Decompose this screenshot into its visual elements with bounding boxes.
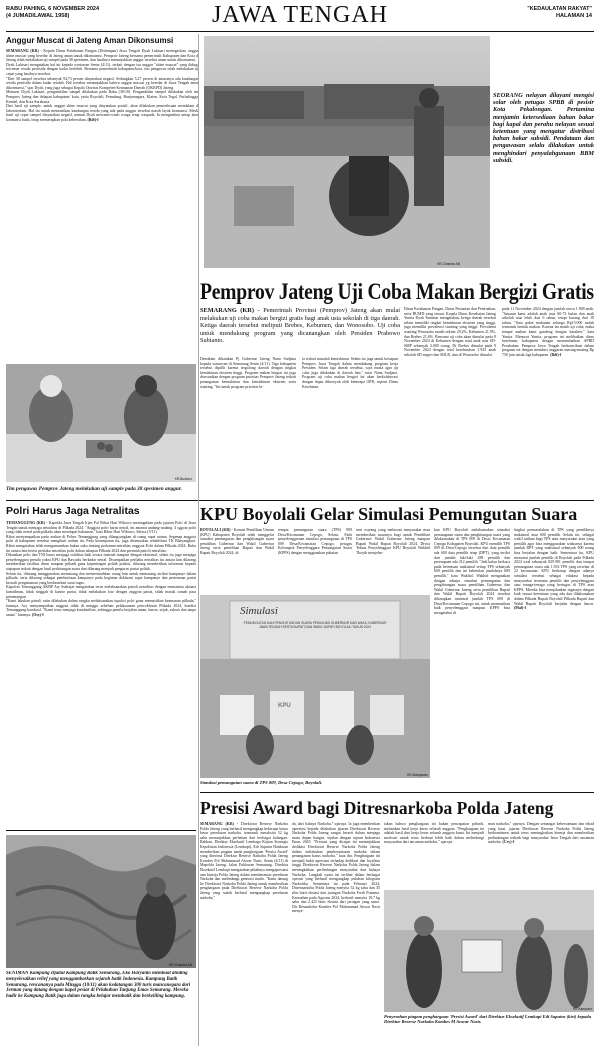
mbg-lead: SEMARANG (KR) - bbox=[200, 307, 260, 314]
presisi-photo-caption: Penyerahan piagam penghargaan 'Presisi Award' dari Direktur Eksekutif Lemkapi Edi Saputra (kiri) kepada Direktur Reserse Narkoba Kombes M Anwar Nasir. bbox=[384, 1014, 591, 1025]
polri-lead: TEMANGGUNG (KR) - bbox=[6, 521, 48, 525]
date-line: RABU PAHING, 6 NOVEMBER 2024 bbox=[6, 6, 100, 12]
fuel-boat-image bbox=[204, 36, 490, 268]
col-rule-left bbox=[198, 34, 199, 1046]
mbg-col2: ta terkait masalah kemiskinan. Selain itu juga untuk kesiapan Pemprov Jawa Tengah dalam mendukung program kerja Presiden. Selain tiga daerah tersebut, saya minta agar uji coba juga dilakukan di daerah lain," tutur Nana Sudjana. Program uji coba makan bergizi ini akan berkolaborasi dengan dapat dikeroyok oleh beberapa OPD, seperti Dinas Kesehatan, bbox=[302, 357, 398, 389]
paper-name: "KEDAULATAN RAKYAT" bbox=[527, 6, 592, 12]
polri-title: Polri Harus Jaga Netralitas bbox=[6, 505, 140, 517]
kpu-banner-sub: PEMUNGUTAN DAN PENGHITUNGAN SUARA PEMILIHAN GUBERNUR DAN WAKIL GUBERNUR JAWA TENGAH SERTA BUPATI DAN WAKIL BUPATI BOYOLALI TAHUN 2024 bbox=[243, 621, 387, 629]
photo-presisi-award bbox=[384, 890, 594, 1012]
anggur-p5: Dari hasil uji sample, untuk anggur shine muscat yang dinyatakan positif, akan dilakukan pemeriksaan mendalam di laboratorium. Hal itu untuk memastikan kandungan residu yang ada pada anggur tersebut masih layak konsumsi. Meski hasil uji cepat sampel dinyatakan negatif, namun Dyah mewanti-wanti warga tetap waspada. Ia mengimbau setiap akan konsumsi buah, tetap memerapkan pola kebersihan. bbox=[6, 104, 199, 122]
presisi-col1 bbox=[200, 822, 288, 1044]
kpu-title: KPU Boyolali Gelar Simulasi Pemungutan Suara bbox=[200, 504, 578, 524]
anggur-p3: "Dari 38 sampel tersebut sebanyak 94,73 persen dinyatakan negatif. Sedangkan 5,27 persen di antaranya ada kandungan residu pestisida dalam kadar rendah. Hal tersebut menunjukkan bahwa anggur muscat yg beredar di Jawa Tengah aman dikonsumsi," ujar Dyah, yang juga sebagai Kepala Otoritas Kompeten Keamanan Daerah (OKKPD) Jateng. bbox=[6, 76, 199, 90]
photo-kpu-simulation bbox=[200, 595, 430, 778]
mbg-lead-block bbox=[200, 307, 400, 355]
kpu-col2: tempat pemungutan suara (TPS) 009 Desa/Kecamatan Cepogo, Selasa. Pada penyelenggaraan simulasi pemungutan di TPS 009 Desa/Kecamatan Cepogo, petugas Kelompok Penyelenggara Pemungutan Suara (KPPS) dengan menggunakan pakaian bbox=[278, 528, 352, 555]
grapes-caption: Tim pengawas Pemprov Jateng melakukan uji sample pada 38 spesimen anggur. bbox=[6, 486, 182, 492]
kpu-col1 bbox=[200, 528, 274, 592]
rule-mid bbox=[6, 500, 594, 501]
presisi-col3: takan bahwa penghargaan ini bukan pencapaian pribadi, melainkan hasil kerja keras seluruh anggota. "Penghargaan ini adalah hasil dari kerja keras seluruh anggota kami. Ini menjadi motivasi untuk terus berbuat lebih baik dalam melindungi masyarakat dari ancaman narkoba," ujarnya. bbox=[384, 822, 484, 845]
kpu-box-label: KPU bbox=[278, 703, 291, 709]
kpu-banner-title: Simulasi bbox=[240, 605, 278, 617]
mbg-col3: Dinas Ketahanan Pangan, Dinas Pertanian dan Peternakan, serta BUMD yang sesuai. Kepala Dinas Kesehatan Jateng Yunita Dyah Suminar mengatakan, ketiga daerah tersebut selain memiliki tingkat kemiskinan ekstrem yang tinggi, juga memiliki prevalensi stunting yang tinggi. Prevalensi stunting Wonosobo masih sekitar 29,2%, Kebumen 21,9%, dan Brebes 21,6%. Rencana uji coba akan dimulai pada 8 November 2024 di Kebumen dengan total anak usia SD-SMP sebanyak 2.000 orang. Di Brebes dimulai pada 9 November 2024 dengan total keseluruhan 1.932 anak sekolah SD negeri dan SDLB, dan di Wonosobo dimulai bbox=[404, 307, 496, 357]
kpu-col5 bbox=[514, 528, 594, 792]
rule-lower bbox=[200, 792, 594, 793]
fuel-boat-credit: KR-Chandra AN bbox=[437, 262, 460, 266]
page-number: HALAMAN 14 bbox=[555, 13, 592, 19]
presisi-col4 bbox=[488, 822, 594, 888]
kpu-col5-text: tingkat permasalahan di TPS yang pemilihnya maksimal atau 600 pemilih. Selain itu, sebagai wakil tatihan bagi TPS atau masyarakat atau yang pemilih agar bisa menggunakan waktunya karena jumlah DPT yang maksimal sebanyak 600 orang bisa berjalan dengan baik. Sementara itu, KPU mencatat jumlah pemilih di Boyolali pada Pilkada 2024 total sebanyak 829.981 pemilih dan tempat pemungutan suara ada 1.592 TPS yang tersebar di 22 kecamatan. KPU berharap dengan adanya simulasi tersebut sebagai edukasi kepada masyarakat terutama pemilih dan penyelenggara atau tenaga-tenaga yang bertugas di TPS atau KPPS. Mereka bisa menjalankan tugasnya dengan baik sesuai ketentuan yang ada dan dilaksanakan dalam Pilkada Bupati Boyolali Pilkada Bupati dan Wakil Bupati Boyolali berjalan dengan lancar. bbox=[514, 528, 594, 606]
kpu-sign: (Mal)-f bbox=[514, 606, 526, 611]
masthead bbox=[0, 0, 600, 32]
anggur-title: Anggur Muscat di Jateng Aman Dikonsumsi bbox=[6, 36, 174, 45]
presisi-award-image bbox=[384, 890, 594, 1012]
kpu-photo-caption: Simulasi pemungutan suara di TPS 009, Desa Cepogo, Boyolali. bbox=[200, 780, 323, 785]
anggur-p2: Dyah Lukisari mengatakan hal ini kepada wartawan Senin (4/11), terkait dengan isu anggur "shine muscat" yang diduga tercemar residu pestisida dengan kadar berlebih. Bersama pemerintah kabupaten/kota, tim pengawas telah melakukan uji cepat yang hasilnya tersebut. bbox=[6, 62, 199, 76]
mbg-title-box bbox=[200, 279, 594, 305]
polri-p5: Kapolres Temanggung AKBP Ary Sudrajat mengatakan terus melaksanakan patroli netralitas dengan memantau aktuasi kamtibmas, tidak singgah di kantor partai, tidak melakukan foto dengan anggota partai, tidak masuk rumah para pemenangan. bbox=[6, 585, 196, 599]
polri-p3: Dikatakan polri dan TNI harus menjaga soliditas baik secara internal maupun dengan eksternal, selain itu juga menjaga penyelenggara pemilu yakni KPU dan Bawaslu berkadar netral. Disampaikan perilaku netralitas itu antara lain dilarang memberikan fasilitas dinas maupun pribadi guna kepentingan politik praktis, dilarang memberikan informasi kepada siapapun terkait dengan hasil perhitungan suara dan dilarang menjadi pengurus partai politik. bbox=[6, 553, 196, 571]
polri-p1: Kapolda Jawa Tengah Irjen Pol Ribut Hari Wibowo meningatkan pada jajaran Polri di Jawa Tengah untuk menjaga netralitas di Pilkada 2024. "Anggota polri harus netral, ini amanat undang-undang. 4 sggota polri yang tidak netral pada pilkada akan mendapat hukuman," kata Ribut Hari Wibowo, Selasa (5/11). bbox=[6, 521, 196, 535]
polri-p2: Ribut menyampaikan pada arahan di Polres Temanggung yang dilangsungkan di ruang rapat utama. Segenap anggota polri di kabupaten tersebut mengikuti arahan itu. Pada kesempatan itu, juga dirumuskan rehabilitasi TK Bhayangkari. Ribut mengatakan telah mengumumkan bukan saku tentang pedoman netralitas anggota Polri dalam Pilkada 2024. Buku itu antara lain berisi perilaku netralitas polri dalam tahapan Pilkada 2024 dan perintah patroli netralitas. bbox=[6, 534, 196, 553]
polri-title-box bbox=[6, 504, 196, 518]
photo-fuel-boat bbox=[204, 36, 490, 268]
presisi-sign: (Cry)-f bbox=[502, 840, 515, 845]
anggur-p1: Kepala Dinas Ketahanan Pangan (Dishanpan) Jawa Tengah Dyah Lukisari menegaskan, anggur shine muscat yang beredar di Jateng aman untuk dikonsumsi. Pemprov Jateng bersama pemerintah Kabupaten dan Kota di Jateng telah melakukan uji sampel pada 38 spesimen, dan hasilnya menunjukkan anggur tersebut aman untuk dikonsumsi. bbox=[6, 49, 199, 63]
kpu-col4: kan KPU Boyolali melaksanakan simulasi pemungutan suara dan penghitungan suara yang dilaksanakan di TPS 009 di Desa/ Kecamatan Cepogo Kabupaten Boyolali. KPU memilih TPS 009 di Desa/Cepogo tersebut dari data pemilih ada 600 data pemilih tetap (DPT), yang terdiri dari jumlah laki-laki 288 pemilih dan perempuan ada 312 pemilih. "Jadi kalau berkaca pada ketentuan maksimal setiap TPS sebanyak 600 pemilih dan ini kebetulan jumlahnya 600 pemilih," kata Wakhid. Wakhid mengatakan dengan adanya simulasi pemungutan dan penghitungan suara pemilihan Gubernur dan Wakil Gubernur Jateng serta pemilihan Bupati dan Wakil Bupati Boyolali 2024 tersebut diharapkan minimal jumlah TPS 009 di Desa/Kecamatan Cepogo ini, untuk memastikan baik penyelenggara maupun KPPS bisa mengetahui di bbox=[434, 528, 510, 615]
kpu-col1-text: Komisi Pemilihan Umum (KPU) Kabupaten Boyolali telah menggelar simulasi pemungutan dan penghitungan suara pemilihan Gubernur dan Wakil Gubernur Jateng serta pemilihan Bupati dan Wakil Bupati Boyolali 2024, di bbox=[200, 528, 274, 555]
polri-body bbox=[6, 521, 196, 826]
masthead-rule bbox=[6, 31, 594, 32]
presisi-col1-text: Direktorat Reserse Narkoba Polda Jateng yang berhasil mengungkap beberapa kasus besar peredaran narkoba, termasuk meraksita 52 kg sabu menunjukkan perhatian dari berbagai kalangan. Bahkan, Direktur Eksekutif Lembaga Kajian Strategis Kepolisian Indonesia (Lemkapi), Edi Saputra Hasibuan memberikan piagam tanda penghargaan 'Presisi Award' yang diterima Direktur Reserse Narkoba Polda Jateng Kombes Pol Muhammad Anwar Nasir, Senin (4/11) di Mapolda Jateng, Jalan Pahlawan Semarang. Direktur Eksekutif Lemkapi mengatakan pihaknya mengapresiasi atas kinerja Polda Jateng dalam memberantas peredaran Narkoba dan melindungi generasi muda. "Kami datang ke Direktorat Narkoba Polda Jateng untuk memberikan penghargaan pada Direktorat Reserse Narkoba Polda Jateng yang sudah berhasil mengungkap peredaran narkoba," bbox=[200, 822, 288, 900]
presisi-col4-text: man narkoba," ujarnya. Dengan semangat kebersamaan dan tekad yang kuat, jajaran Direktorat Reserse Narkoba Polda Jateng berkomitmen untuk terus meningkatkan kinerja dan memberikan perlindungan terbaik bagi masyarakat Jawa Tengah dari ancaman narkoba. bbox=[488, 822, 594, 845]
hijri-line: (4 JUMADILAWAL 1958) bbox=[6, 13, 70, 19]
mbg-col1: Demikian dikatakan Pj Gubernur Jateng Nana Sudjana kepada wartawan di Semarang Senin (4/11). Tiga kabupaten tersebut dipilih karena tergolong daerah dengan tingkat kemiskinan ekstrem tinggi. Program makan bergizi ini juga disesuaikan dengan program prioritas Pemprov Jateng terkait penanganan kemiskinan dan kemiskinan ekstrem serta stunting. "Ini untuk program prioritas ki- bbox=[200, 357, 296, 389]
mbg-col4 bbox=[502, 307, 594, 495]
batik-village-image bbox=[6, 835, 196, 968]
kpu-col3: seni wayang yang melayani masyarakat mau memberikan suaranya bagi untuk Pemilihan Gubernur/ Wakil Gubernur Jateng maupun Bupati Wakil Bupati Boyolali 2024. Divisi Teknis Penyelenggara KPU Boyolali Wakhid Thoyib menjelas- bbox=[356, 528, 430, 555]
anggur-title-box bbox=[6, 36, 199, 46]
mbg-lead-text: Pemerintah Provinsi (Pemprov) Jateng akan mulai melakukan uji coba makan bergizi gratis bagi anak usia sekolah di tiga daerah. Ketiga daerah tersebut meliputi Brebes, Kebumen, dan Wonosobo. Uji coba untuk mendukung program yang dicanangkan oleh Presiden Prabowo Subianto. bbox=[200, 307, 400, 344]
fuel-boat-caption: SEORANG nelayan dilayani mengisi solar oleh petugas SPBB di pesisir Kota Pekalongan. Pertamina menjamin ketersediaan bahan bakar bagi kapal dan perahu nelayan sesuai ketentuan yang mengatur distribusi bahan bakar subsidi. Pendataan dan pengawasan selalu dilakukan untuk menghindari penyalahgunaan BBM subsidi. bbox=[493, 92, 594, 164]
photo-batik-village bbox=[6, 835, 196, 968]
polri-p4: Selain itu, dilarang menggunakan memasang dan memerintahkan orang lain untuk memasang atribut kampanye dalam pilkada, serta dilarang sebagai pemberitaan kampanye pada kegiatan deklarasi rapat kampanye dan pertemuan partai kecuali pengamanan yang berdasarkan surat tugas. bbox=[6, 571, 196, 585]
photo-grapes-test bbox=[6, 364, 196, 482]
presisi-photo-credit: KR-Kamyono bbox=[573, 1007, 592, 1011]
mbg-col4-text: pada 11 November 2024 dengan jumlah siswa 1.908 anak. "Sasaran kami adalah anak usia 60-72 bulan dan anak sekolah usia lebih dari 6 tahun, tetapi kurang dari 18 tahun. "Satu paket makanan seharga Rp15.000 sudah termasuk bentuk makan. Karena ini masih uji coba, maka tempat makan kami gandeng dengan karakter," kata Yunita. Menurut Yunita, program ini melibatkan dinas kesehatan, kabupaten dengan memanfaatkan APBD Perubahan. Pemprov Jawa Tengah berkontribusi dalam program ini dengan memberi anggaran masing-masing Rp 750 juta untuk tiga kabupaten. bbox=[502, 307, 594, 357]
batik-credit: KR-Chandra AN bbox=[169, 963, 192, 967]
mbg-sign: (Bdi)-f bbox=[550, 352, 562, 357]
anggur-lead: SEMARANG (KR) - bbox=[6, 49, 42, 53]
polri-p6: "Kami lakukan patroli rutin dilakukan dalam rangka melaksanakan tupoksi polri guna memastikan keamanan pilkada," katanya. Ary menyampaikan anggota tidak di minggu sebelum pelaksanaan pencoblosan Pilkada 2024, kondisi Temanggung kondusif. "Kami terus menjaga kondusifitas, sehingga pemilu berjalan aman, lancar, sejuk, sukses dan tanpa aman," katanya. bbox=[6, 599, 196, 617]
polri-sign: (Osy)-f bbox=[32, 612, 44, 617]
section-title: JAWA TENGAH bbox=[212, 2, 388, 28]
grapes-test-image bbox=[6, 364, 196, 482]
mbg-body bbox=[200, 307, 594, 495]
anggur-p4: Menurut Dyah Lukisari, pengambilan sampel dilakukan pada Rabu (30/10). Pengambilan sampel dilakukan oleh tim Pemprov Jateng dan delapan kabupaten/ kota, yaitu Boyolali, Pemalang, Banjarnegara, Klaten, Kota Tegal, Purbalingga, Kendal, dan Kota Surakarta. bbox=[6, 90, 199, 104]
kpu-title-box bbox=[200, 503, 594, 525]
grapes-credit: KR-Budiono bbox=[174, 477, 192, 481]
presisi-title: Presisi Award bagi Ditresnarkoba Polda Jateng bbox=[200, 798, 554, 818]
presisi-lead: SEMARANG (KR) - bbox=[200, 822, 239, 826]
anggur-body bbox=[6, 49, 199, 360]
presisi-title-box bbox=[200, 797, 594, 819]
batik-caption: SENIMAN Kampung Djadul Kampung Batik Semarang, Eko Haryanto membuat dinding menyelesaikan relief yang menggambarkan sejarah batik Indonesia. Kampung Batik Semarang, rencananya pada Minggu (10/11) akan kedatangan 300 turis mancanegara dari Jerman yang datang dengan kapal pesiar di Pelabuhan Tanjung Emas Semarang. Mereka hadir ke Kampung Batik juga dalam rangka belajar membatik dan berkeliling kampung. bbox=[6, 971, 191, 1000]
kpu-lead: BOYOLALI (KR) - bbox=[200, 528, 233, 532]
kpu-photo-credit: KR-Mahyawan bbox=[407, 773, 428, 777]
anggur-sign: (Bdi)-f bbox=[87, 117, 99, 122]
rule-left-lower bbox=[6, 830, 196, 831]
mbg-title: Pemprov Jateng Uji Coba Makan Bergizi Gratis bbox=[200, 279, 594, 304]
presisi-col2: da, dari bahaya Narkoba," ujarnya. Ia juga memberikan apresiasi kepada dilakukan jajaran Direktorat Reserse Narkoba Polda Jateng sangat berarti dalam menjaga masa depan bangsa, sejalan dengan tujuan Indonesia Emas 2045. "Prestasi yang dicapai ini menunjukkan dedikasi Direktorat Reserse Narkoba Polda Jateng dalam melakukan pemberantasan narkoba dalam penanganan kasus narkoba," kata dia. Penghargaan ini menjadi bukti apresiasi terhadap dedikasi dan loyalitas tinggi Direktorat Reserse Narkoba Polda Jateng dalam meningkatkan perlindungan masyarakat dari bahaya Narkoba. Langkah nyata ini terlihat dalam berbagai operasi yang berhasil mengungkap puluhan kilogram Narkotika. Sementara itu pada Februari 2024, Ditresnarkoba Polda Jateng menyita 52 kg sabu dan 35 ribu butir ekstasi dari jaringan Narkoba Fredi Pratama. Kemudian pada Agustus 2024, berhasil menyita 18,7 kg sabu dan 2.425 butir ekstasi dari jaringan yang sama. Dir Resnarkoba Kombes Pol Muhammad Anwar Nasir menya- bbox=[292, 822, 380, 914]
